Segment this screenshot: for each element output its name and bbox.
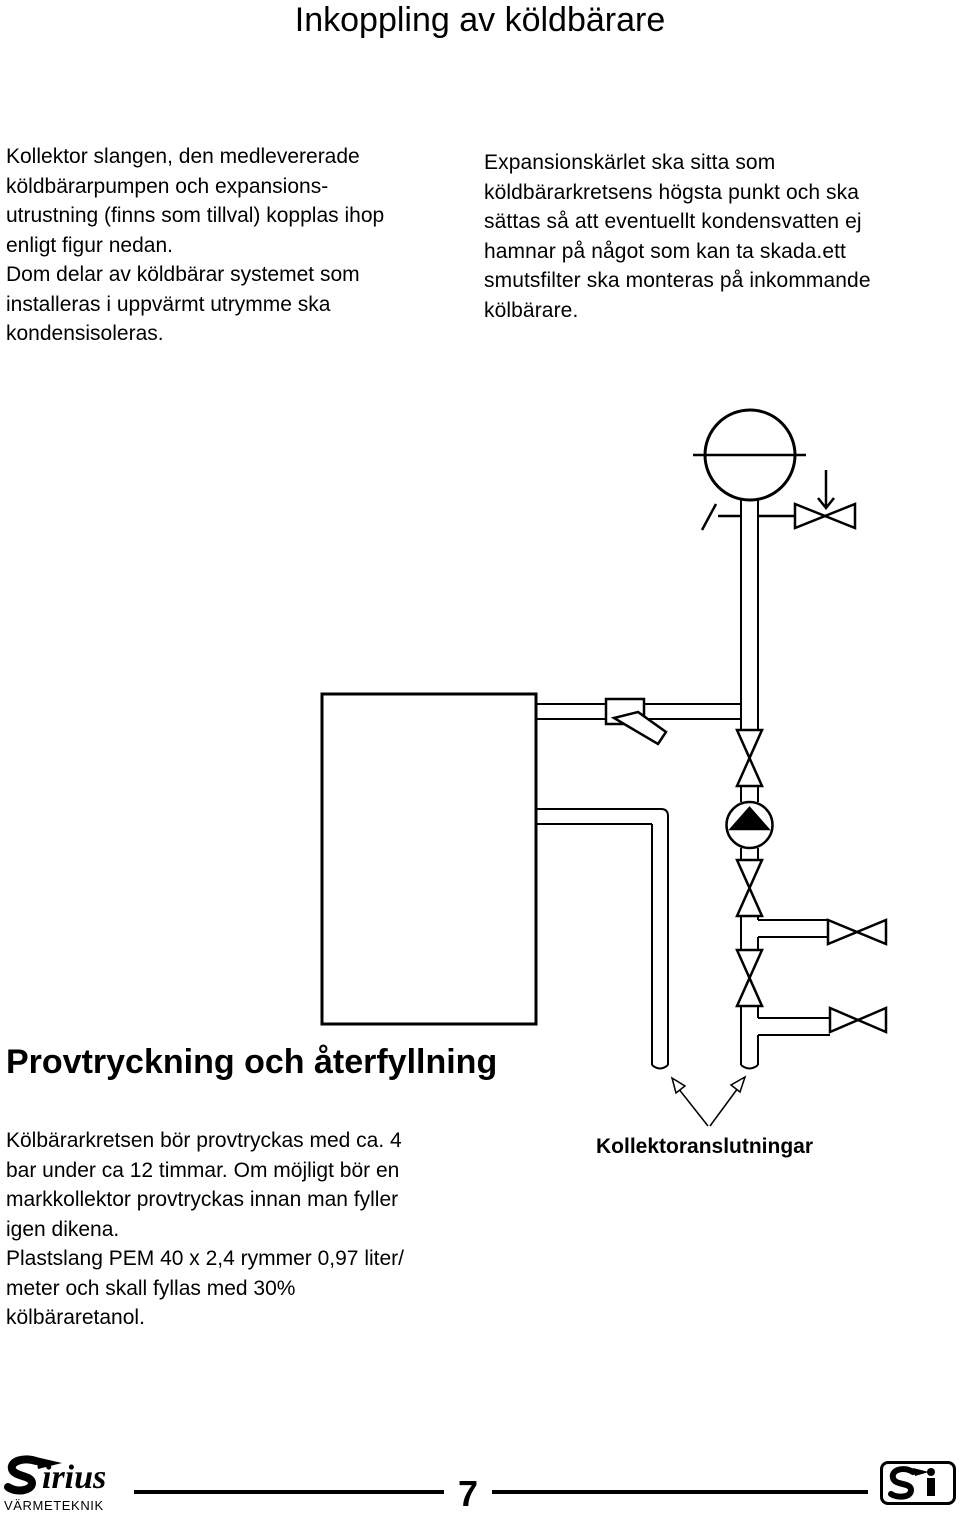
text-line: installeras i uppvärmt utrymme ska [6, 292, 331, 316]
si-logo [880, 1461, 956, 1505]
expansion-vessel [693, 410, 806, 500]
text-line: Plastslang PEM 40 x 2,4 rymmer 0,97 liter/ [6, 1247, 404, 1270]
collector-connections-label: Kollektoranslutningar [596, 1135, 814, 1158]
drain-branch-2 [758, 1018, 830, 1035]
section-heading: Provtryckning och återfyllning [6, 1043, 498, 1081]
shutoff-valve-3 [737, 950, 762, 1006]
text-line: Kölbärarkretsen bör provtryckas med ca. 4 [6, 1129, 402, 1152]
footer-rule-left [134, 1490, 444, 1494]
text-line: sättas så att eventuellt kondensvatten ej [484, 210, 862, 234]
section-paragraph [6, 1126, 486, 1333]
text-line: Expansionskärlet ska sitta som [484, 151, 776, 174]
text-line: kölbärare. [484, 298, 579, 322]
text-line: köldbärarpumpen och expansions- [6, 174, 329, 198]
sirius-logo [2, 1455, 130, 1515]
page-title: Inkoppling av köldbärare [294, 1, 666, 39]
drain-branch-1 [758, 920, 828, 937]
text-line: smutsfilter ska monteras på inkommande [484, 269, 871, 293]
text-line: enligt figur nedan. [6, 233, 173, 257]
text-line: hamnar på något som kan ta skada.ett [484, 239, 846, 263]
footer-rule-right [492, 1490, 868, 1494]
brand-name: irius [42, 1459, 107, 1496]
drain-valve-1 [828, 920, 886, 944]
dirt-filter [606, 699, 666, 744]
shutoff-valve-2 [737, 860, 762, 916]
drain-valve-2 [830, 1008, 886, 1032]
text-line: kondensisoleras. [6, 322, 164, 345]
text-line: köldbärarkretsens högsta punkt och ska [484, 180, 860, 204]
text-line: kölbäraretanol. [6, 1306, 145, 1329]
text-line: Dom delar av köldbärar systemet som [6, 263, 360, 286]
collector-arrows [672, 1077, 745, 1126]
text-line: utrustning (finns som tillval) kopplas ihop [6, 204, 385, 227]
safety-valve [702, 504, 741, 530]
text-line: igen dikena. [6, 1217, 120, 1241]
circulation-pump [727, 802, 773, 848]
si-mark-icon [883, 1464, 953, 1502]
shutoff-valve-1 [737, 730, 762, 786]
return-pipe [536, 809, 668, 1069]
text-line: Kollektor slangen, den medlevererade [6, 145, 360, 168]
heat-pump-cabinet [322, 694, 536, 1024]
text-line: markkollektor provtryckas innan man fyller [6, 1188, 399, 1211]
brand-subtitle: VÄRMETEKNIK [4, 1498, 104, 1513]
page-number: 7 [457, 1473, 479, 1514]
text-line: meter och skall fyllas med 30% [6, 1276, 296, 1300]
text-line: bar under ca 12 timmar. Om möjligt bör en [6, 1158, 400, 1182]
